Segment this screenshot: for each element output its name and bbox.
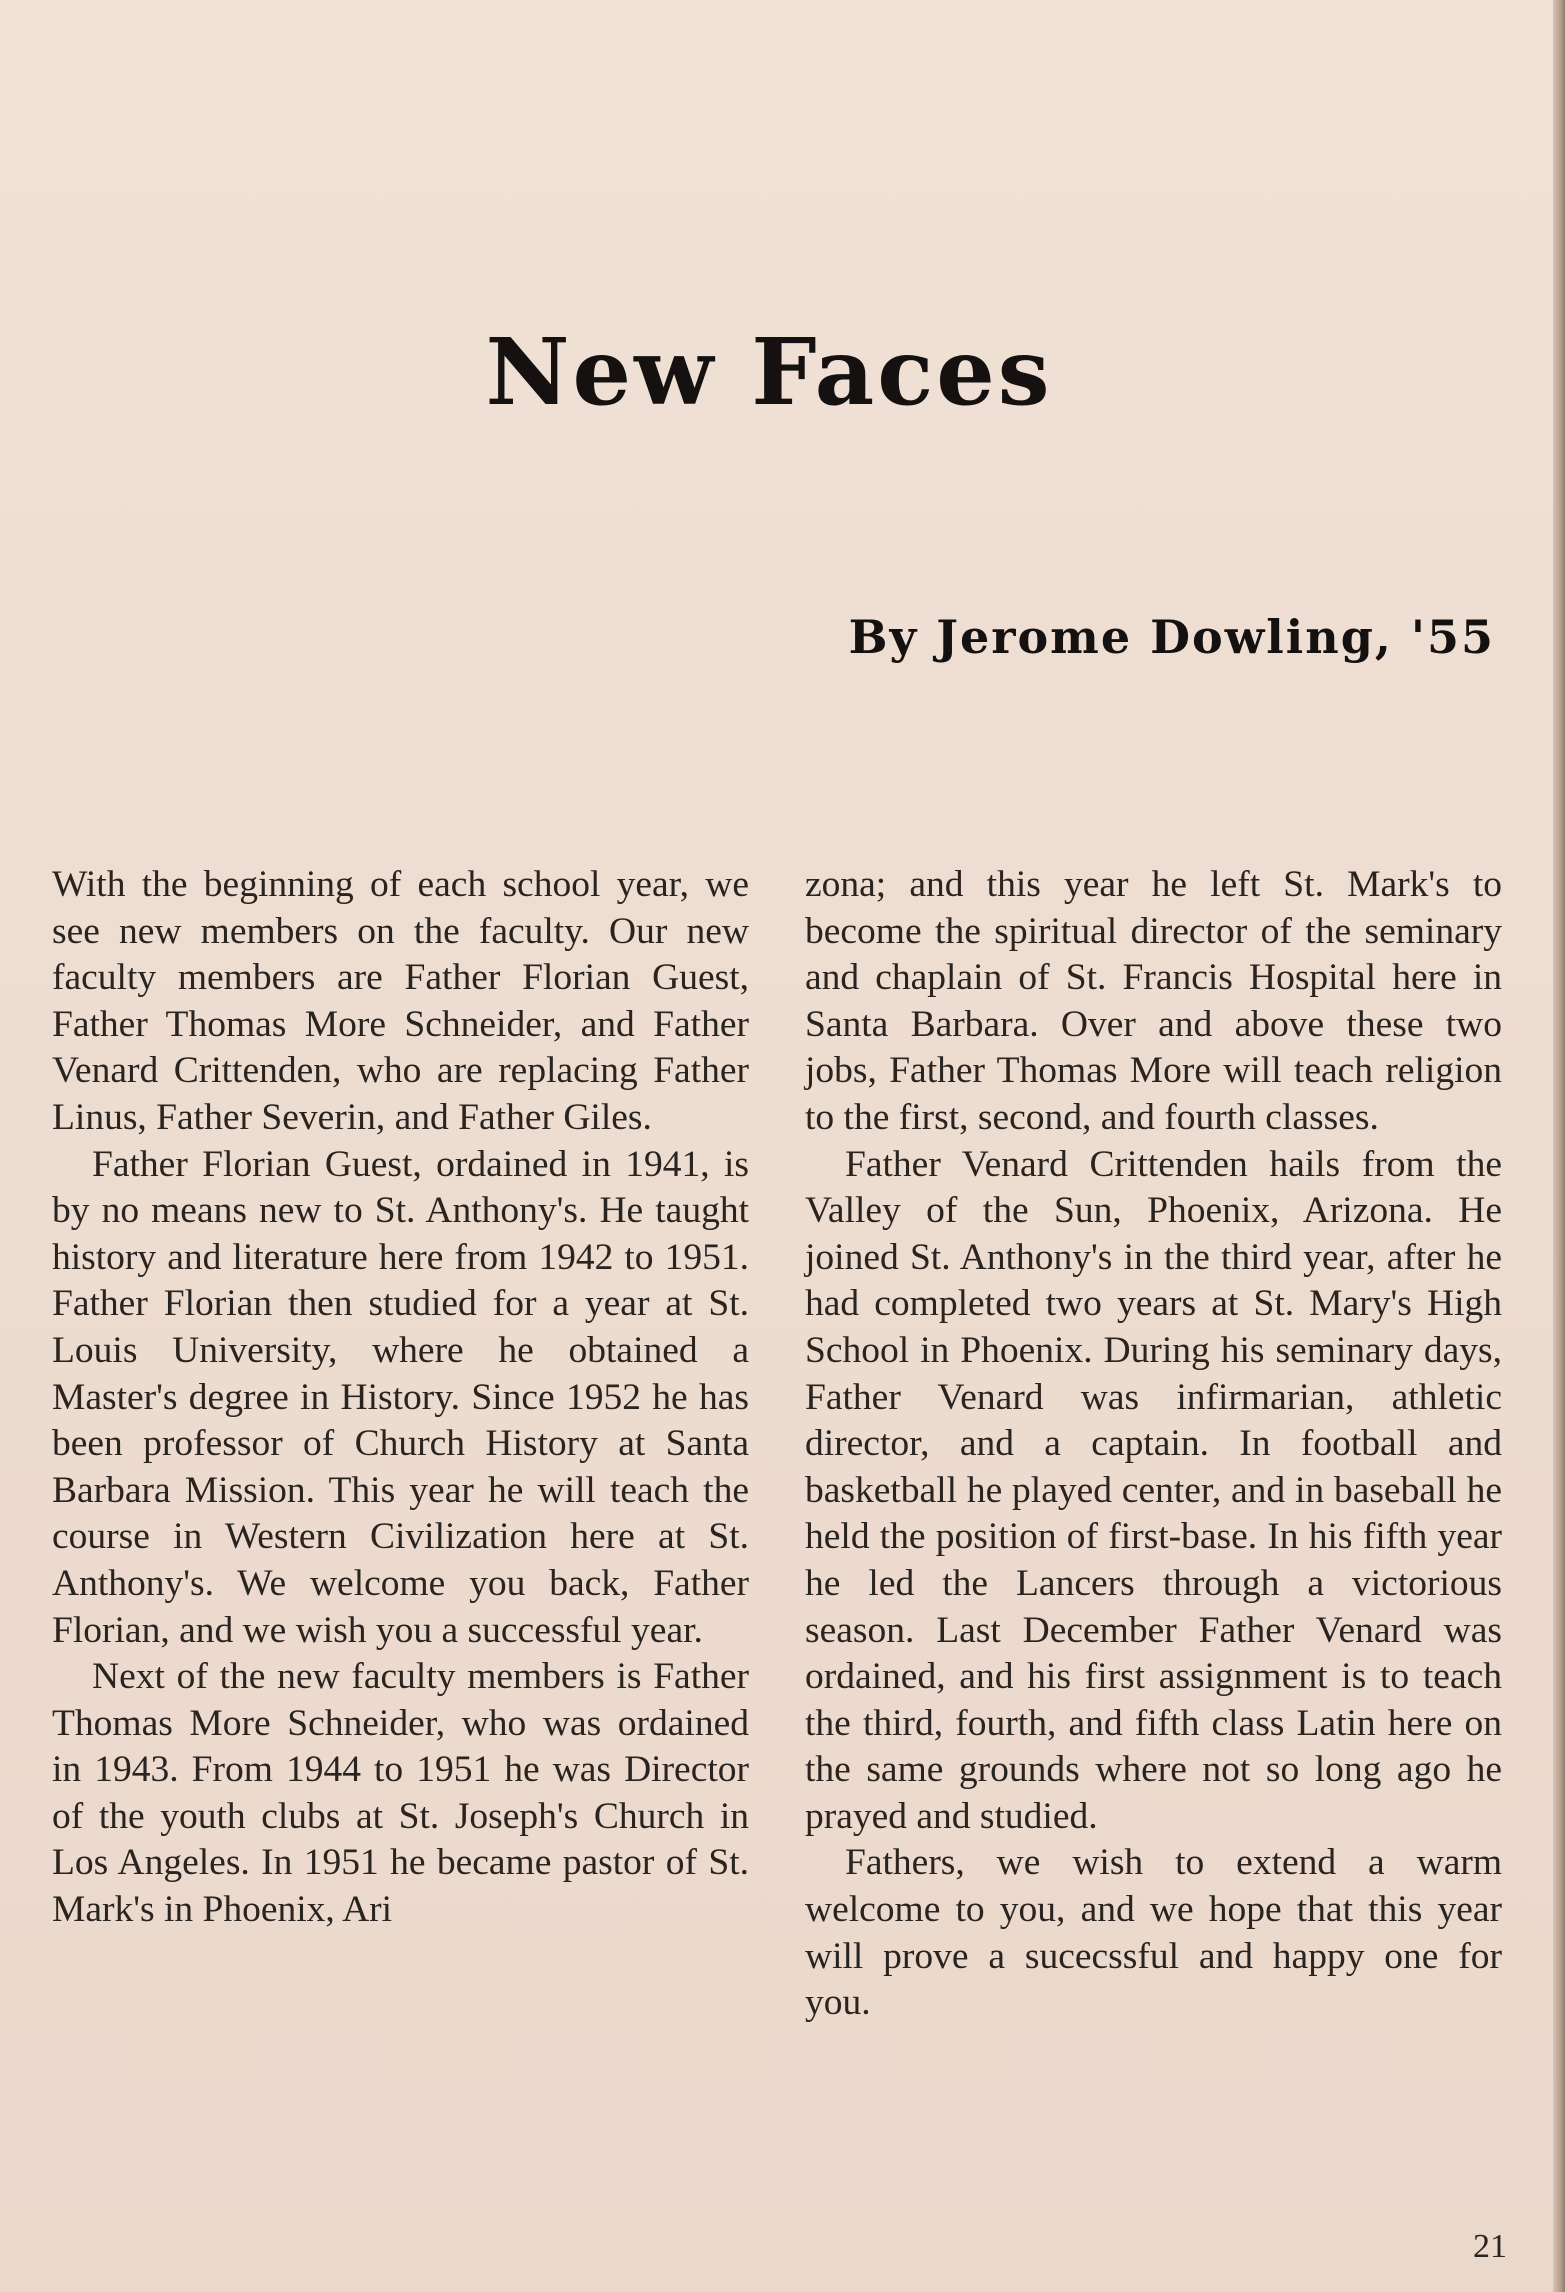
page-number: 21: [1473, 2228, 1507, 2265]
paragraph-father-thomas-more-continued: zona; and this year he left St. Mark's to become the spiritual director of the seminary and chaplain of St. Francis Hospital here in Santa Barbara. Over and above these two jobs, Father Thomas More will teach religion to the first, second, and fourth classes.: [805, 864, 1502, 1138]
page-edge-shadow: [1553, 0, 1565, 2292]
paragraph-father-florian: Father Florian Guest, ordained in 1941, is by no means new to St. Anthony's. He taught history and literature here from 1942 to 1951. Father Florian then studied for a year at St. Louis University, where he obtained a Master's degree in History. Since 1952 he has been professor of Church History at Santa Barbara Mission. This year he will teach the course in Western Civilization here at St. Anthony's. We welcome you back, Father Florian, and we wish you a successful year.: [52, 1143, 749, 1651]
article-byline: By Jerome Dowling, '55: [848, 610, 1495, 664]
paragraph-father-venard: Father Venard Crittenden hails from the Valley of the Sun, Phoenix, Arizona. He joined St. Anthony's in the third year, after he had completed two years at St. Mary's High School in Phoenix. During his seminary days, Father Venard was infirmarian, athletic director, and a captain. In football and basketball he played center, and in baseball he held the position of first-base. In his fifth year he led the Lancers through a victorious season. Last December Father Venard was ordained, and his first assignment is to teach the third, fourth, and fifth class Latin here on the same grounds where not so long ago he prayed and studied.: [805, 1143, 1502, 1837]
article-body: [52, 862, 1502, 2027]
paragraph-intro: With the beginning of each school year, we see new members on the faculty. Our new faculty members are Father Florian Guest, Father Thomas More Schneider, and Father Venard Crittenden, who are replacing Father Linus, Father Severin, and Father Giles.: [52, 864, 749, 1138]
paragraph-father-thomas-more: Next of the new faculty members is Father Thomas More Schneider, who was ordained in 1943. From 1944 to 1951 he was Director of the youth clubs at St. Joseph's Church in Los Angeles. In 1951 he became pastor of St. Mark's in Phoenix, Ari: [52, 1656, 749, 1931]
left-column: [52, 862, 749, 2027]
right-column: [805, 862, 1502, 2027]
article-title: New Faces: [485, 318, 1053, 426]
paragraph-closing: Fathers, we wish to extend a warm welcome to you, and we hope that this year will prove a sucecssful and happy one for you.: [805, 1842, 1502, 2024]
